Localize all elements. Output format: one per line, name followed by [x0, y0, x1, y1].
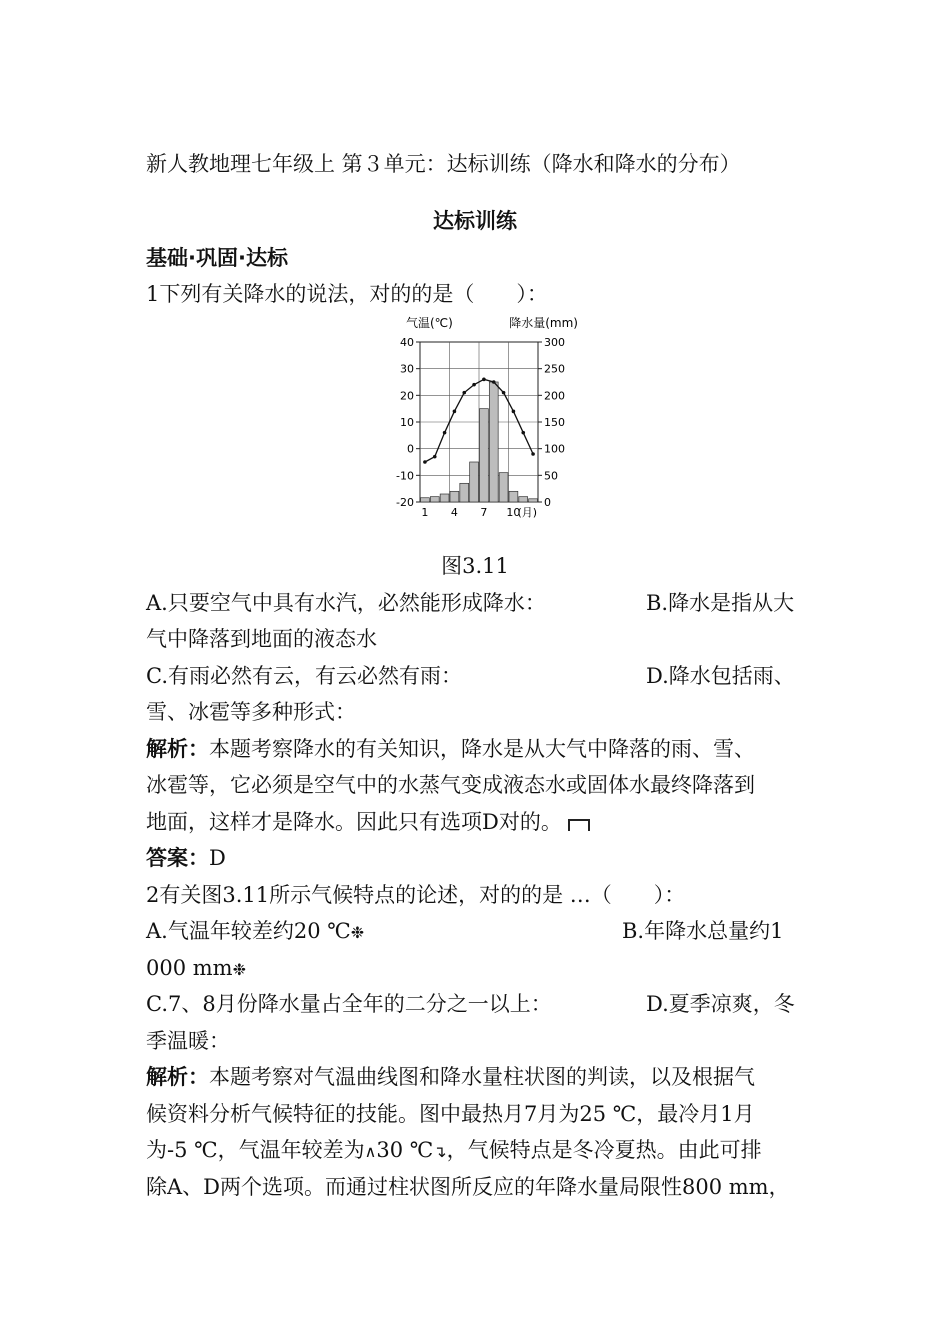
q2-analysis-label: 解析：: [146, 1065, 209, 1089]
precipitation-bar: [499, 473, 508, 502]
q1-stem: 1下列有关降水的说法，对的的是（ ）：: [146, 282, 548, 306]
temperature-point: [502, 391, 506, 395]
q2-analysis-line-2: 候资料分析气候特征的技能。图中最热月7月为25 ℃，最冷月1月: [146, 1102, 755, 1126]
left-tick-label: 20: [400, 389, 414, 403]
x-tick-label: 10: [506, 506, 521, 519]
right-tick-label: 100: [544, 442, 565, 456]
q1-option-d-cont: 雪、冰雹等多种形式：: [146, 700, 356, 724]
precipitation-bar: [450, 491, 459, 502]
left-tick-label: 10: [400, 416, 414, 429]
precipitation-bar: [489, 382, 498, 502]
q1-analysis-label: 解析：: [146, 737, 209, 761]
q2-stem: 2有关图3.11所示气候特点的论述，对的的是 …（ ）：: [146, 883, 686, 907]
climate-chart-svg: [380, 312, 580, 524]
precipitation-bar: [440, 494, 449, 502]
q1-option-d: D.降水包括雨、: [646, 664, 795, 688]
q1-analysis-line-2: 冰雹等，它必须是空气中的水蒸气变成液态水或固体水最终降落到: [146, 773, 755, 797]
scribble-mark-icon: ❉: [350, 923, 365, 942]
left-tick-label: 40: [400, 336, 414, 349]
left-tick-label: 30: [400, 362, 414, 376]
q1-option-b: B.降水是指从大: [646, 591, 795, 615]
x-axis-label: (月): [517, 506, 538, 519]
caret-mark-icon: ∧: [364, 1142, 377, 1161]
q1-analysis-line-3: [146, 804, 590, 840]
left-tick-label: -20: [396, 496, 414, 509]
precipitation-bar: [460, 483, 469, 502]
climate-chart: [380, 312, 580, 524]
temperature-point: [453, 410, 457, 414]
precipitation-bar: [509, 491, 518, 502]
precipitation-bar: [430, 497, 439, 502]
q2-option-d-cont: 季温暖：: [146, 1029, 230, 1053]
x-tick-label: 7: [480, 506, 488, 519]
q1-analysis-line-1: [146, 731, 755, 767]
left-axis-label: 气温(℃): [406, 316, 453, 330]
right-tick-label: 150: [544, 416, 565, 429]
q2-analysis-text-3b: 30 ℃: [376, 1138, 434, 1162]
q2-option-a: A.气温年较差约20 ℃: [146, 919, 351, 943]
doc-header-title: 新人教地理七年级上 第３单元：达标训练（降水和降水的分布）: [146, 152, 741, 176]
right-tick-label: 50: [544, 469, 558, 483]
q2-analysis-line-4: 除A、D两个选项。而通过柱状图所反应的年降水量局限性800 mm，: [146, 1175, 790, 1199]
q2-analysis-text-3a: 为-5 ℃，气温年较差为: [146, 1138, 365, 1162]
precipitation-bar: [421, 498, 430, 502]
temperature-point: [492, 380, 496, 384]
q2-option-d: D.夏季凉爽，冬: [646, 992, 795, 1016]
temperature-point: [521, 431, 525, 435]
left-tick-label: 0: [407, 442, 414, 456]
q2-analysis-line-1: [146, 1059, 755, 1095]
section-title: 达标训练: [433, 209, 517, 233]
q2-option-b: B.年降水总量约1: [622, 919, 784, 943]
subsection-title: 基础·巩固·达标: [146, 246, 288, 270]
temperature-point: [433, 455, 437, 459]
q2-analysis-line-3: [146, 1132, 762, 1170]
precipitation-bar: [470, 462, 479, 502]
right-axis-label: 降水量(mm): [509, 316, 578, 330]
q1-option-a: A.只要空气中具有水汽，必然能形成降水：: [146, 591, 546, 615]
scribble-mark-icon: ❉: [232, 960, 246, 979]
temperature-point: [423, 460, 427, 464]
q2-analysis-text-3c: ，气候特点是冬冷夏热。由此可排: [446, 1138, 762, 1162]
precipitation-bar: [529, 499, 538, 502]
right-tick-label: 0: [544, 496, 551, 509]
temperature-point: [462, 391, 466, 395]
q2-option-a-line: [146, 913, 364, 951]
stray-bracket-mark: [568, 819, 590, 831]
x-tick-label: 4: [450, 506, 458, 519]
q1-answer-value: D: [209, 846, 226, 870]
q1-analysis-text-3: 地面，这样才是降水。因此只有选项D对的。: [146, 810, 562, 834]
temperature-point: [512, 410, 516, 414]
precipitation-bar: [480, 409, 489, 502]
right-tick-label: 200: [544, 389, 565, 403]
temperature-point: [472, 383, 476, 387]
q1-option-c: C.有雨必然有云，有云必然有雨：: [146, 664, 462, 688]
hook-mark-icon: ↴: [433, 1142, 447, 1161]
x-tick-label: 1: [421, 506, 429, 519]
figure-caption: 图3.11: [441, 554, 509, 578]
q1-analysis-text-1: 本题考察降水的有关知识，降水是从大气中降落的雨、雪、: [209, 737, 755, 761]
temperature-point: [443, 431, 447, 435]
right-tick-label: 250: [544, 362, 565, 376]
q1-option-b-cont: 气中降落到地面的液态水: [146, 627, 377, 651]
q2-option-b-cont-line: [146, 950, 246, 988]
temperature-point: [531, 452, 535, 456]
left-tick-label: -10: [396, 469, 414, 483]
q2-analysis-text-1: 本题考察对气温曲线图和降水量柱状图的判读，以及根据气: [209, 1065, 755, 1089]
q1-answer-line: [146, 840, 226, 876]
precipitation-bar: [519, 497, 528, 502]
q2-option-b-cont: 000 mm: [146, 956, 233, 980]
q2-option-c: C.7、8月份降水量占全年的二分之一以上：: [146, 992, 552, 1016]
q1-answer-label: 答案：: [146, 846, 209, 870]
temperature-point: [482, 378, 486, 382]
right-tick-label: 300: [544, 336, 565, 349]
